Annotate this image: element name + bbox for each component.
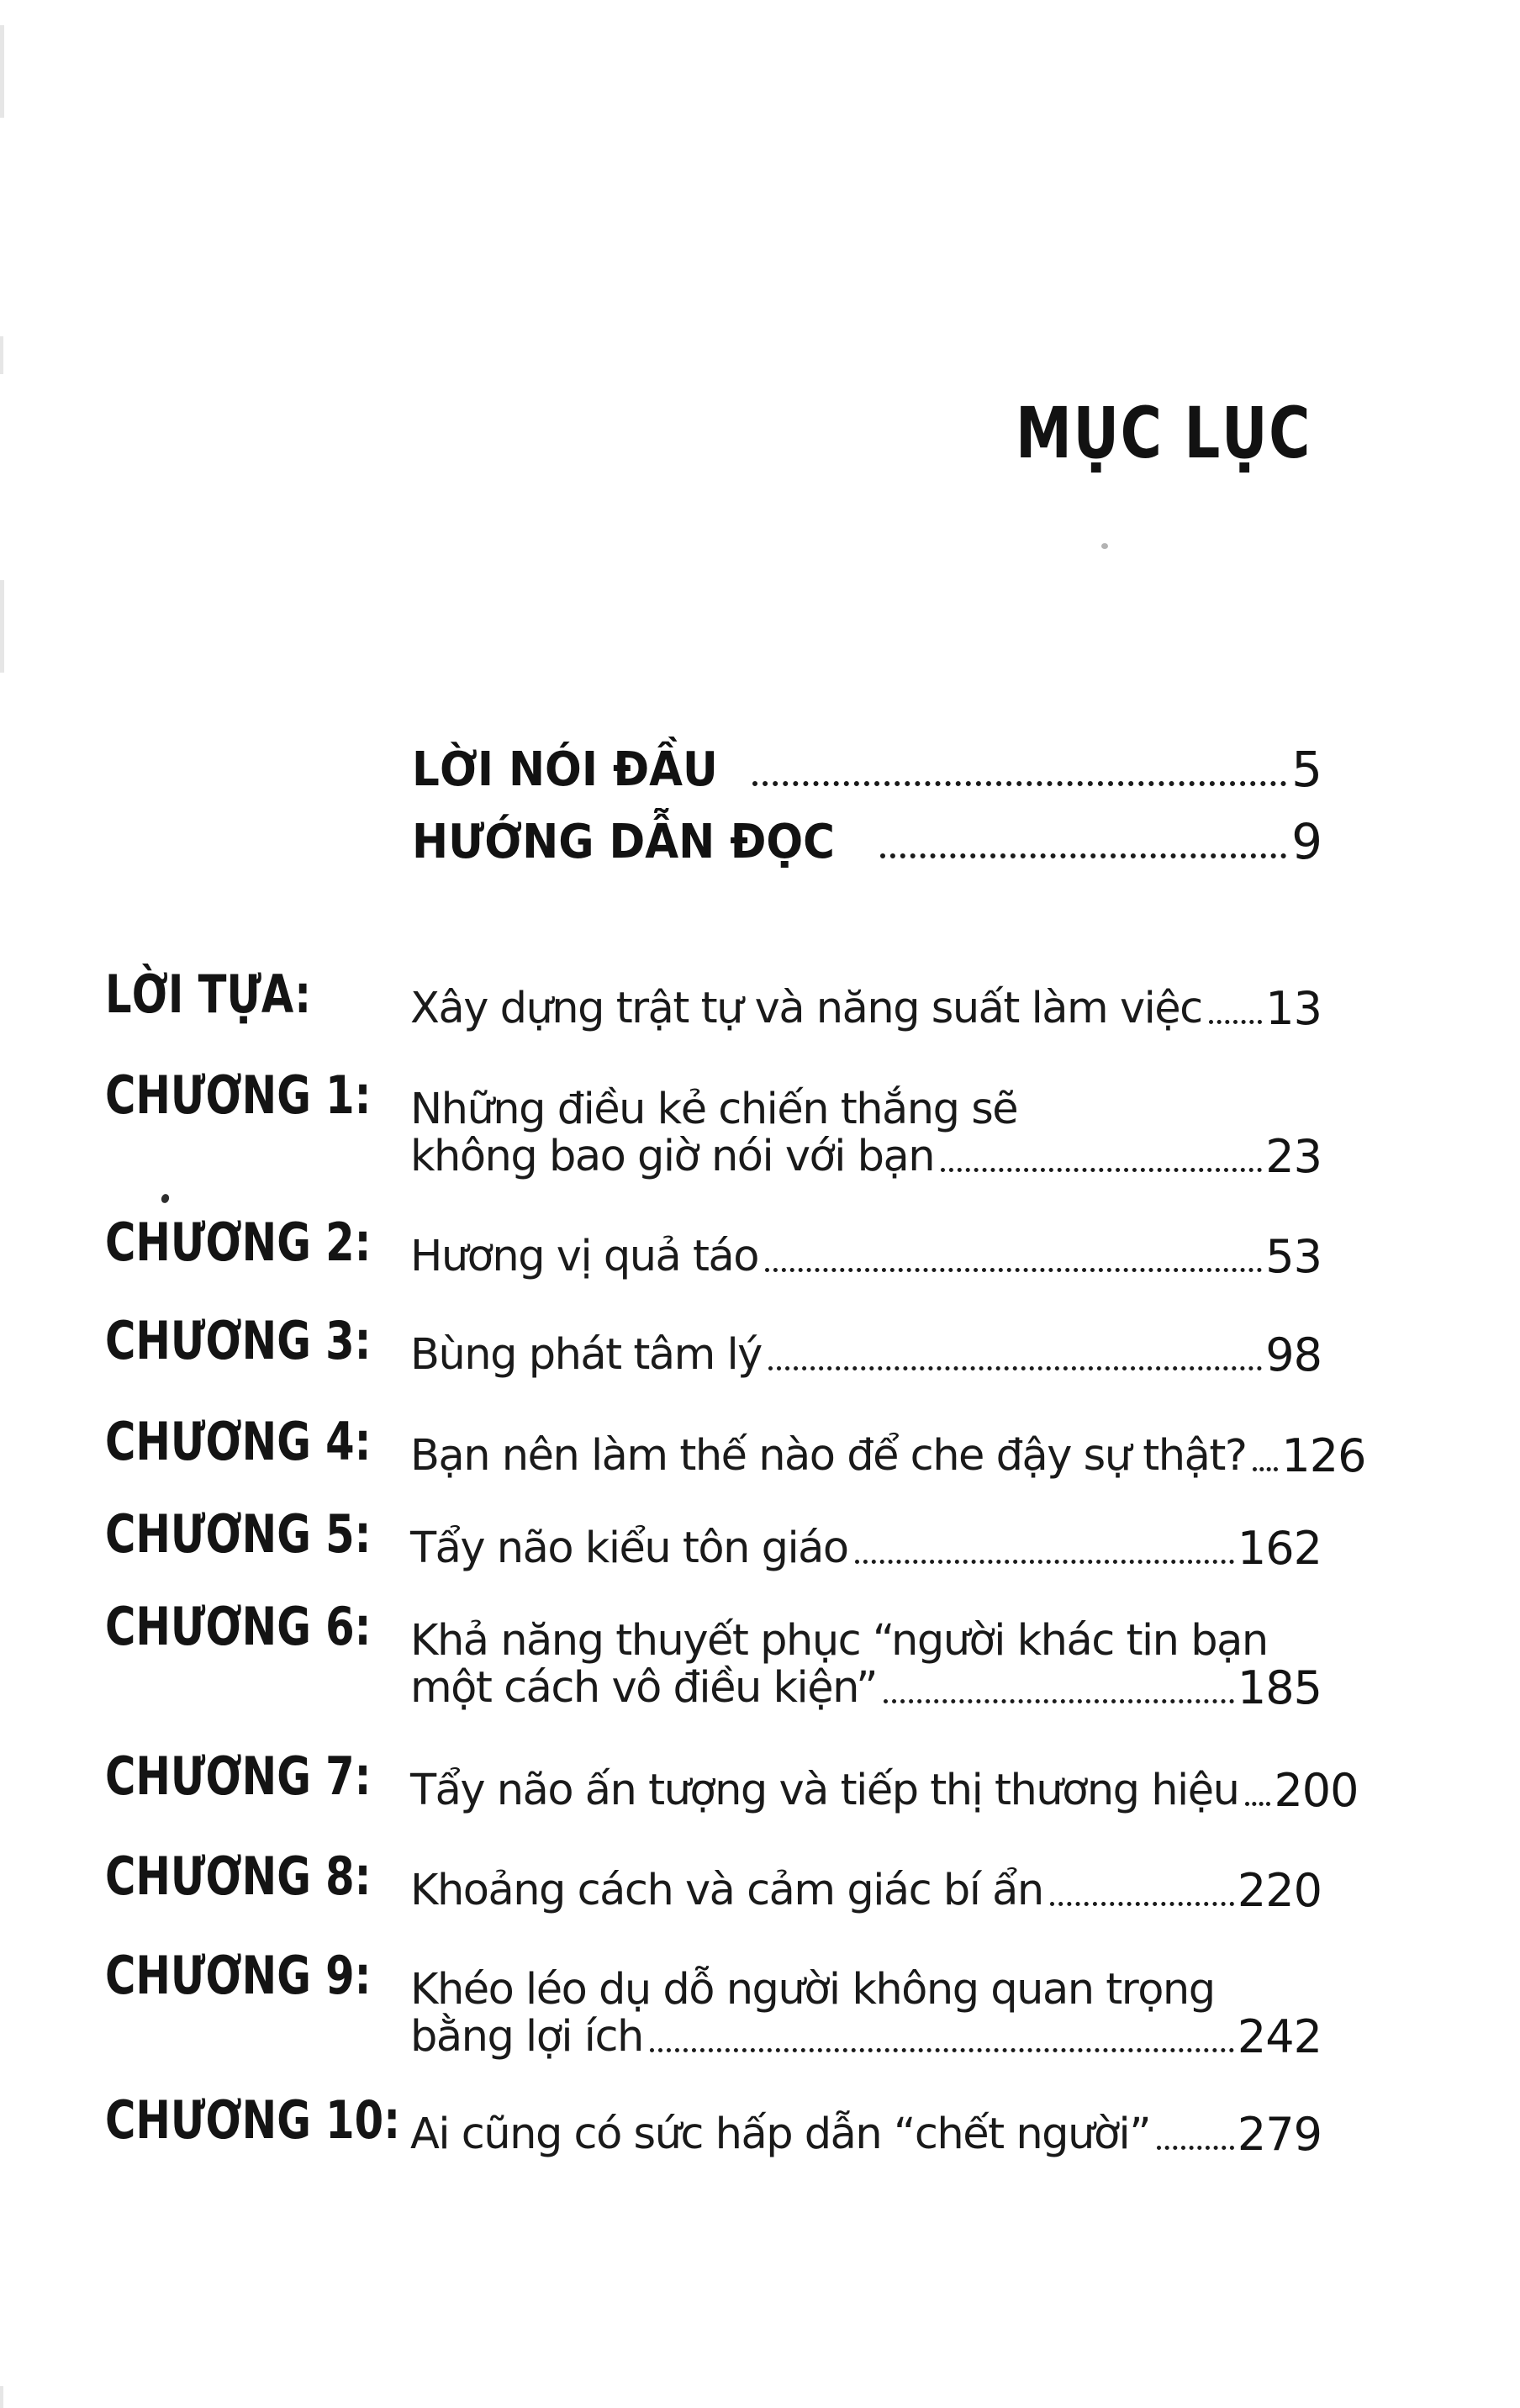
entry-text: Bùng phát tâm lý xyxy=(410,1330,762,1381)
chapter-label: CHƯƠNG 2: xyxy=(105,1212,372,1273)
entry-line xyxy=(410,1429,1366,1482)
scan-streak xyxy=(0,336,3,374)
entry-text: Ai cũng có sức hấp dẫn “chết người” xyxy=(410,2110,1151,2160)
entry-line xyxy=(410,2108,1322,2161)
page-title: MỤC LỤC xyxy=(1016,392,1312,474)
chapter-label: CHƯƠNG 6: xyxy=(105,1596,372,1657)
entry-line xyxy=(410,982,1322,1035)
front-matter-label: HƯỚNG DẪN ĐỌC xyxy=(412,815,835,869)
entry-text: Tẩy não kiểu tôn giáo xyxy=(410,1523,848,1574)
page-number: 220 xyxy=(1237,1864,1322,1917)
chapter-label: LỜI TỰA: xyxy=(105,964,312,1025)
entry-line xyxy=(410,1617,1322,1664)
chapter-label: CHƯƠNG 9: xyxy=(105,1945,372,2006)
chapter-label: CHƯƠNG 8: xyxy=(105,1846,372,1907)
entry-line xyxy=(410,2010,1322,2063)
chapter-label: CHƯƠNG 10: xyxy=(105,2089,401,2151)
chapter-label: CHƯƠNG 1: xyxy=(105,1064,372,1126)
scan-streak xyxy=(0,580,4,673)
toc-entry xyxy=(410,1764,1359,1817)
entry-line xyxy=(410,1864,1322,1917)
entry-text: Khoảng cách và cảm giác bí ẩn xyxy=(410,1866,1043,1916)
front-matter-label: LỜI NÓI ĐẦU xyxy=(412,742,718,797)
chapter-label: CHƯƠNG 7: xyxy=(105,1745,372,1807)
dot-leader xyxy=(855,1560,1234,1564)
toc-entry xyxy=(410,1230,1322,1283)
toc-entry xyxy=(410,982,1322,1035)
entry-line xyxy=(410,1130,1322,1183)
dot-leader xyxy=(765,1268,1262,1272)
page-number: 13 xyxy=(1265,982,1322,1035)
entry-line xyxy=(410,1661,1322,1714)
dot-leader xyxy=(880,853,1286,858)
entry-text: Xây dựng trật tự và năng suất làm việc xyxy=(410,984,1202,1034)
page-number: 162 xyxy=(1237,1522,1322,1575)
ink-speck xyxy=(160,1193,170,1204)
chapter-label: CHƯƠNG 4: xyxy=(105,1411,372,1472)
toc-entry xyxy=(410,1522,1322,1575)
page-number: 98 xyxy=(1265,1328,1322,1381)
page-number: 185 xyxy=(1237,1661,1322,1714)
toc-entry xyxy=(410,1085,1322,1183)
page-number: 126 xyxy=(1281,1429,1366,1482)
entry-text: Khả năng thuyết phục “người khác tin bạn xyxy=(410,1616,1268,1666)
entry-line xyxy=(410,1522,1322,1575)
dot-leader xyxy=(1253,1467,1278,1471)
entry-text: Khéo léo dụ dỗ người không quan trọng xyxy=(410,1965,1215,2015)
scan-streak xyxy=(0,2386,3,2408)
toc-entry xyxy=(410,1616,1322,1714)
toc-entry xyxy=(410,1429,1366,1482)
scan-streak xyxy=(0,25,4,118)
dot-leader xyxy=(650,2048,1234,2052)
entry-text: Hương vị quả táo xyxy=(410,1232,758,1282)
page-number: 9 xyxy=(1291,813,1322,870)
dot-leader xyxy=(752,781,1286,786)
ink-speck xyxy=(1101,543,1108,549)
chapter-label: CHƯƠNG 5: xyxy=(105,1503,372,1565)
dot-leader xyxy=(941,1168,1262,1172)
page-number: 279 xyxy=(1237,2108,1322,2161)
entry-text: một cách vô điều kiện” xyxy=(410,1663,878,1714)
page-number: 23 xyxy=(1265,1130,1322,1183)
dot-leader xyxy=(768,1366,1262,1370)
dot-leader xyxy=(1209,1020,1263,1024)
entry-line xyxy=(410,1764,1359,1817)
entry-line xyxy=(410,1966,1322,2013)
toc-entry xyxy=(410,1864,1322,1917)
entry-text: Những điều kẻ chiến thắng sẽ xyxy=(410,1085,1018,1135)
toc-entry xyxy=(410,2108,1322,2161)
dot-leader xyxy=(1157,2146,1234,2150)
dot-leader xyxy=(1050,1902,1234,1906)
page-number: 5 xyxy=(1291,741,1322,798)
entry-line xyxy=(410,1328,1322,1381)
entry-line xyxy=(410,1085,1322,1133)
entry-text: không bao giờ nói với bạn xyxy=(410,1132,935,1182)
page-number: 242 xyxy=(1237,2010,1322,2063)
front-matter-row xyxy=(412,809,1322,870)
entry-text: Bạn nên làm thế nào để che đậy sự thật? xyxy=(410,1431,1247,1481)
front-matter-row xyxy=(412,737,1322,798)
page-number: 53 xyxy=(1265,1230,1322,1283)
page-number: 200 xyxy=(1274,1764,1359,1817)
chapter-label: CHƯƠNG 3: xyxy=(105,1310,372,1371)
toc-entry xyxy=(410,1328,1322,1381)
entry-line xyxy=(410,1230,1322,1283)
entry-text: bằng lợi ích xyxy=(410,2012,643,2062)
toc-entry xyxy=(410,1965,1322,2063)
dot-leader xyxy=(884,1699,1234,1703)
entry-text: Tẩy não ấn tượng và tiếp thị thương hiệu xyxy=(410,1766,1239,1816)
dot-leader xyxy=(1245,1802,1270,1806)
